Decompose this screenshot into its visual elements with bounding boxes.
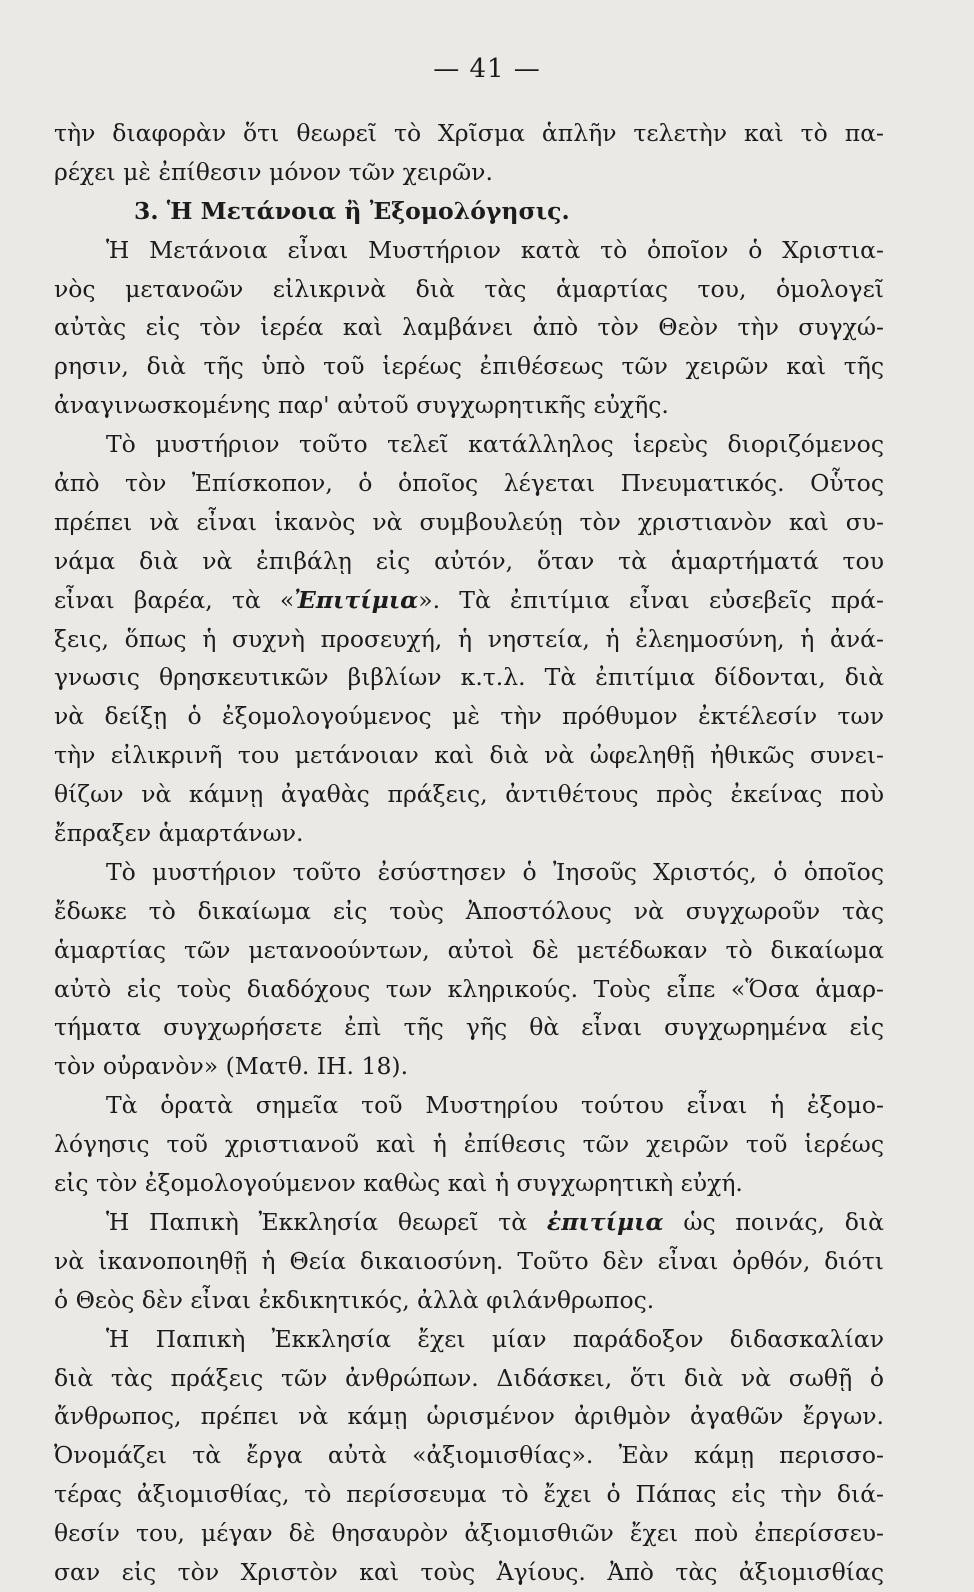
- text-line: [54, 931, 884, 970]
- text-run: Τὸ μυστήριον τοῦτο ἐσύστησεν ὁ Ἰησοῦς Χριστός, ὁ ὁποῖος: [106, 857, 884, 886]
- text-line: [54, 581, 884, 620]
- text-run: νὰ ἱκανοποιηθῇ ἡ Θεία δικαιοσύνη. Τοῦτο δὲν εἶναι ὀρθόν, διότι: [54, 1246, 884, 1275]
- text-line: [54, 503, 884, 542]
- text-line: [54, 697, 884, 736]
- text-line: [54, 1397, 884, 1436]
- text-run: ὡς ποινάς, διὰ: [663, 1207, 884, 1236]
- text-line: [54, 1475, 884, 1514]
- text-run: τήματα συγχωρήσετε ἐπὶ τῆς γῆς θὰ εἶναι συγχωρημένα εἰς: [54, 1013, 884, 1042]
- emphasized-term: ἐπιτίμια: [546, 1207, 664, 1236]
- text-line: [54, 542, 884, 581]
- text-line: [54, 1008, 884, 1047]
- text-run: αὐτὰς εἰς τὸν ἱερέα καὶ λαμβάνει ἀπὸ τὸν Θεὸν τὴν συγχώ-: [54, 313, 884, 342]
- text-run: γνωσις θρησκευτικῶν βιβλίων κ.τ.λ. Τὰ ἐπιτίμια δίδονται, διὰ: [54, 663, 884, 692]
- text-run: 3. Ἡ Μετάνοια ἢ Ἐξομολόγησις.: [134, 196, 570, 225]
- text-line: [54, 270, 884, 309]
- text-run: ἄνθρωπος, πρέπει νὰ κάμῃ ὡρισμένον ἀριθμὸν ἀγαθῶν ἔργων.: [54, 1402, 884, 1431]
- text-run: τὴν διαφορὰν ὅτι θεωρεῖ τὸ Χρῖσμα ἁπλῆν τελετὴν καὶ τὸ πα-: [54, 119, 884, 147]
- text-line: [54, 464, 884, 503]
- text-line: [54, 1320, 884, 1359]
- text-run: ὁ Θεὸς δὲν εἶναι ἐκδικητικός, ἀλλὰ φιλάνθρωπος.: [54, 1285, 655, 1314]
- text-run: ρέχει μὲ ἐπίθεσιν μόνον τῶν χειρῶν.: [54, 157, 493, 186]
- text-line: [54, 736, 884, 775]
- text-run: ρησιν, διὰ τῆς ὑπὸ τοῦ ἱερέως ἐπιθέσεως τῶν χειρῶν καὶ τῆς: [54, 352, 884, 381]
- text-line: [54, 814, 884, 853]
- text-run: Τὸ μυστήριον τοῦτο τελεῖ κατάλληλος ἱερεὺς διοριζόμενος: [106, 430, 884, 459]
- page-number: — 41 —: [433, 54, 541, 84]
- text-line: [54, 386, 884, 425]
- text-run: ». Τὰ ἐπιτίμια εἶναι εὐσεβεῖς πρά-: [418, 585, 884, 614]
- text-line: [54, 853, 884, 892]
- text-run: εἶναι βαρέα, τὰ «: [54, 585, 295, 614]
- section-heading: [54, 192, 884, 231]
- text-run: νὸς μετανοῶν εἰλικρινὰ διὰ τὰς ἁμαρτίας του, ὁμολογεῖ: [54, 274, 884, 303]
- emphasized-term: Ἐπιτίμια: [294, 585, 419, 614]
- text-line: [54, 620, 884, 659]
- text-run: σαν εἰς τὸν Χριστὸν καὶ τοὺς Ἁγίους. Ἀπὸ τὰς ἀξιομισθίας: [54, 1557, 884, 1586]
- text-line: [54, 1281, 884, 1320]
- text-run: ἁμαρτίας τῶν μετανοούντων, αὐτοὶ δὲ μετέδωκαν τὸ δικαίωμα: [54, 935, 884, 964]
- text-line: [54, 1514, 884, 1553]
- text-run: Ἡ Παπικὴ Ἐκκλησία ἔχει μίαν παράδοξον διδασκαλίαν: [106, 1324, 884, 1353]
- text-run: ἀπὸ τὸν Ἐπίσκοπον, ὁ ὁποῖος λέγεται Πνευματικός. Οὗτος: [54, 469, 884, 498]
- text-run: ἔπραξεν ἁμαρτάνων.: [54, 819, 304, 848]
- text-line: [54, 347, 884, 386]
- text-run: τὸν οὐρανὸν» (Ματθ. ΙΗ. 18).: [54, 1052, 409, 1081]
- text-run: ἔδωκε τὸ δικαίωμα εἰς τοὺς Ἀποστόλους νὰ συγχωροῦν τὰς: [54, 896, 884, 925]
- text-run: ξεις, ὅπως ἡ συχνὴ προσευχή, ἡ νηστεία, ἡ ἐλεημοσύνη, ἡ ἀνά-: [54, 624, 884, 653]
- text-line: [54, 892, 884, 931]
- text-run: Ἡ Μετάνοια εἶναι Μυστήριον κατὰ τὸ ὁποῖον ὁ Χριστια-: [106, 235, 884, 264]
- text-run: πρέπει νὰ εἶναι ἱκανὸς νὰ συμβουλεύῃ τὸν χριστιανὸν καὶ συ-: [54, 507, 884, 536]
- text-run: τέρας ἀξιομισθίας, τὸ περίσσευμα τὸ ἔχει ὁ Πάπας εἰς τὴν διά-: [54, 1480, 884, 1509]
- text-run: αὐτὸ εἰς τοὺς διαδόχους των κληρικούς. Τοὺς εἶπε «Ὅσα ἁμαρ-: [54, 974, 884, 1003]
- text-line: [54, 1359, 884, 1398]
- text-line: [54, 775, 884, 814]
- text-line: [54, 1086, 884, 1125]
- text-line: [54, 970, 884, 1009]
- text-run: ἀναγινωσκομένης παρ' αὐτοῦ συγχωρητικῆς εὐχῆς.: [54, 391, 669, 420]
- text-run: νὰ δείξῃ ὁ ἐξομολογούμενος μὲ τὴν πρόθυμον ἐκτέλεσίν των: [54, 702, 884, 731]
- text-line: [54, 1436, 884, 1475]
- text-line: [54, 153, 884, 192]
- text-run: διὰ τὰς πράξεις τῶν ἀνθρώπων. Διδάσκει, ὅτι διὰ νὰ σωθῇ ὁ: [54, 1363, 884, 1392]
- text-line: [54, 114, 884, 153]
- text-run: Ὀνομάζει τὰ ἔργα αὐτὰ «ἀξιομισθίας». Ἐὰν κάμῃ περισσο-: [54, 1441, 884, 1470]
- text-line: [54, 231, 884, 270]
- text-line: [54, 1125, 884, 1164]
- text-line: [54, 1553, 884, 1592]
- text-run: τὴν εἰλικρινῆ του μετάνοιαν καὶ διὰ νὰ ὠφεληθῇ ἠθικῶς συνει-: [54, 741, 884, 770]
- text-line: [54, 425, 884, 464]
- text-line: [54, 1164, 884, 1203]
- text-run: εἰς τὸν ἐξομολογούμενον καθὼς καὶ ἡ συγχωρητικὴ εὐχή.: [54, 1169, 743, 1198]
- text-run: νάμα διὰ νὰ ἐπιβάλῃ εἰς αὐτόν, ὅταν τὰ ἁμαρτήματά του: [54, 546, 884, 575]
- text-body: [54, 114, 884, 1592]
- text-run: Ἡ Παπικὴ Ἐκκλησία θεωρεῖ τὰ: [106, 1207, 547, 1236]
- text-run: Τὰ ὁρατὰ σημεῖα τοῦ Μυστηρίου τούτου εἶναι ἡ ἐξομο-: [106, 1091, 884, 1120]
- text-run: θίζων νὰ κάμνῃ ἀγαθὰς πράξεις, ἀντιθέτους πρὸς ἐκείνας ποὺ: [54, 780, 884, 809]
- text-line: [54, 1047, 884, 1086]
- text-run: λόγησις τοῦ χριστιανοῦ καὶ ἡ ἐπίθεσις τῶν χειρῶν τοῦ ἱερέως: [54, 1130, 884, 1159]
- text-line: [54, 658, 884, 697]
- text-run: θεσίν του, μέγαν δὲ θησαυρὸν ἀξιομισθιῶν ἔχει ποὺ ἐπερίσσευ-: [54, 1519, 884, 1548]
- text-line: [54, 308, 884, 347]
- text-line: [54, 1242, 884, 1281]
- text-line: [54, 1203, 884, 1242]
